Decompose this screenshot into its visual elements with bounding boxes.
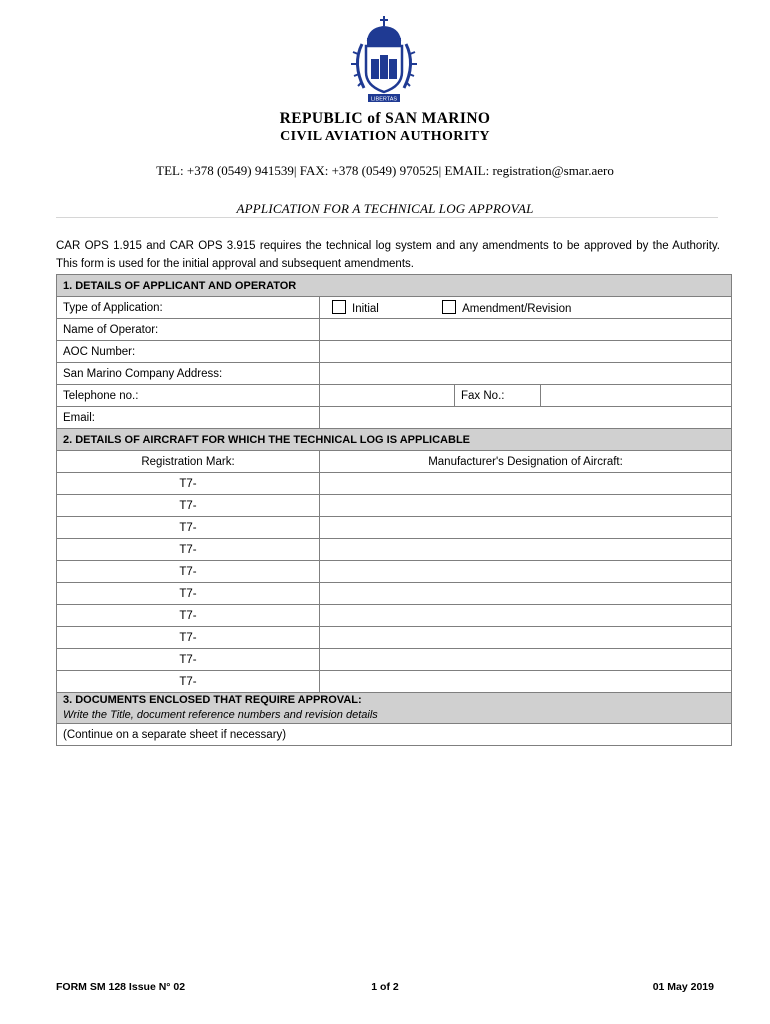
email-field[interactable] [320,407,732,429]
continue-note: (Continue on a separate sheet if necessary) [63,728,287,741]
title-divider [56,217,718,218]
company-address-field[interactable] [320,363,732,385]
intro-paragraph: CAR OPS 1.915 and CAR OPS 3.915 requires the technical log system and any amendments to be approved by the Authority. This form is used for the initial approval and subsequent amendments. [56,240,720,270]
telephone-field[interactable] [320,385,455,407]
registration-mark-header: Registration Mark: [57,451,320,473]
registration-prefix: T7- [57,539,320,561]
aircraft-row [57,605,732,627]
designation-field[interactable] [320,583,732,605]
form-title: APPLICATION FOR A TECHNICAL LOG APPROVAL [236,201,534,216]
initial-option[interactable] [332,300,379,315]
registration-prefix: T7- [57,671,320,693]
aircraft-column-headers [57,451,732,473]
republic-title: REPUBLIC of SAN MARINO [279,110,491,127]
section2-heading: 2. DETAILS OF AIRCRAFT FOR WHICH THE TECHNICAL LOG IS APPLICABLE [57,429,732,451]
aoc-number-label: AOC Number: [57,341,320,363]
designation-field[interactable] [320,495,732,517]
issue-date: 01 May 2019 [652,981,714,993]
registration-prefix: T7- [57,649,320,671]
aircraft-row [57,627,732,649]
registration-prefix: T7- [57,605,320,627]
operator-name-field[interactable] [320,319,732,341]
aoc-number-field[interactable] [320,341,732,363]
designation-field[interactable] [320,671,732,693]
registration-prefix: T7- [57,583,320,605]
email-label: Email: [57,407,320,429]
aoc-number-row [57,341,732,363]
initial-label: Initial [352,303,379,315]
san-marino-coat-of-arms-icon [348,14,420,106]
type-of-application-label: Type of Application: [57,297,320,319]
type-of-application-row [57,297,732,319]
designation-field[interactable] [320,539,732,561]
section3-instruction: Write the Title, document reference numbers and revision details [63,709,378,721]
registration-prefix: T7- [57,561,320,583]
crest-motto: LIBERTAS [370,96,398,103]
aircraft-row [57,517,732,539]
operator-name-label: Name of Operator: [57,319,320,341]
section1-header-row [57,275,732,297]
fax-label: Fax No.: [455,385,541,407]
amendment-option[interactable] [442,300,571,315]
aircraft-row [57,495,732,517]
operator-name-row [57,319,732,341]
page-number: 1 of 2 [371,981,399,993]
aircraft-row [57,583,732,605]
section1-heading: 1. DETAILS OF APPLICANT AND OPERATOR [57,275,732,297]
registration-prefix: T7- [57,627,320,649]
aircraft-row [57,473,732,495]
aircraft-row [57,561,732,583]
amendment-checkbox[interactable] [442,300,456,314]
application-form-table [56,274,732,746]
designation-header: Manufacturer's Designation of Aircraft: [320,451,732,473]
type-of-application-options [320,297,732,319]
form-reference: FORM SM 128 Issue N° 02 [56,981,186,993]
registration-prefix: T7- [57,495,320,517]
documents-row [57,724,732,746]
registration-prefix: T7- [57,517,320,539]
designation-field[interactable] [320,627,732,649]
designation-field[interactable] [320,649,732,671]
fax-field[interactable] [541,385,732,407]
company-address-label: San Marino Company Address: [57,363,320,385]
company-address-row [57,363,732,385]
aircraft-row [57,671,732,693]
designation-field[interactable] [320,561,732,583]
aircraft-row [57,539,732,561]
section3-heading: 3. DOCUMENTS ENCLOSED THAT REQUIRE APPROVAL: [63,694,362,706]
section3-header [57,693,732,724]
registration-prefix: T7- [57,473,320,495]
section3-header-row [57,693,732,724]
designation-field[interactable] [320,517,732,539]
telephone-row [57,385,732,407]
email-row [57,407,732,429]
designation-field[interactable] [320,473,732,495]
initial-checkbox[interactable] [332,300,346,314]
designation-field[interactable] [320,605,732,627]
contact-line: TEL: +378 (0549) 941539| FAX: +378 (0549) 970525| EMAIL: registration@smar.aero [156,163,614,178]
section2-header-row [57,429,732,451]
documents-field[interactable] [57,724,732,746]
amendment-label: Amendment/Revision [462,303,572,315]
telephone-label: Telephone no.: [57,385,320,407]
aircraft-row [57,649,732,671]
authority-title: CIVIL AVIATION AUTHORITY [280,129,490,144]
